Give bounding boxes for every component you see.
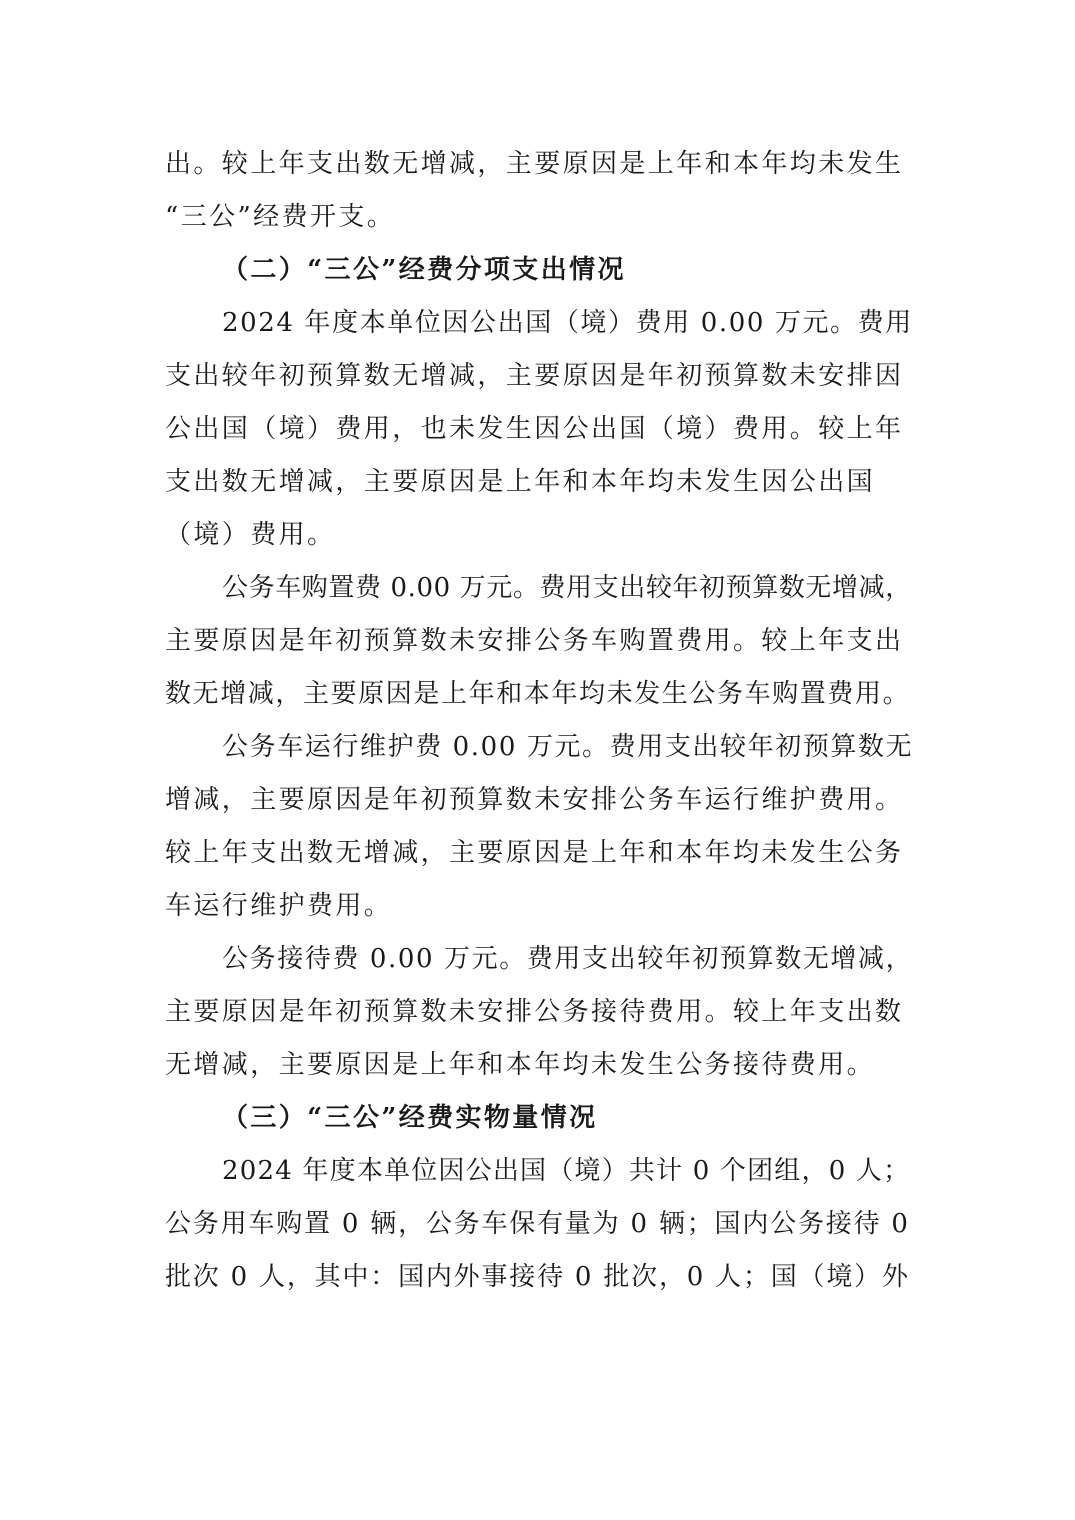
paragraph-start: 公务车运行维护费 0.00 万元。费用支出较年初预算数无 — [222, 732, 914, 762]
text-line: 批次 0 人，其中：国内外事接待 0 批次，0 人；国（境）外 — [165, 1262, 910, 1292]
text-line: 车运行维护费用。 — [165, 891, 393, 921]
text-line: 无增减，主要原因是上年和本年均未发生公务接待费用。 — [165, 1050, 876, 1080]
paragraph-start: 公务接待费 0.00 万元。费用支出较年初预算数无增减， — [222, 944, 914, 974]
text-line: 公出国（境）费用，也未发生因公出国（境）费用。较上年 — [165, 414, 904, 444]
document-body — [165, 138, 915, 1304]
text-line: 主要原因是年初预算数未安排公务车购置费用。较上年支出 — [165, 626, 904, 656]
text-line: “三公”经费开支。 — [165, 202, 396, 232]
paragraph-start: 2024 年度本单位因公出国（境）费用 0.00 万元。费用 — [222, 308, 913, 338]
text-line: 出。较上年支出数无增减，主要原因是上年和本年均未发生 — [165, 149, 904, 179]
paragraph-start: 2024 年度本单位因公出国（境）共计 0 个团组，0 人； — [222, 1156, 911, 1186]
section-heading-3: （三）“三公”经费实物量情况 — [222, 1103, 598, 1133]
text-line: 公务用车购置 0 辆，公务车保有量为 0 辆；国内公务接待 0 — [165, 1209, 910, 1239]
text-line: 数无增减，主要原因是上年和本年均未发生公务车购置费用。 — [165, 679, 911, 709]
text-line: 增减，主要原因是年初预算数未安排公务车运行维护费用。 — [165, 785, 904, 815]
text-line: 支出数无增减，主要原因是上年和本年均未发生因公出国 — [165, 467, 876, 497]
paragraph-start: 公务车购置费 0.00 万元。费用支出较年初预算数无增减， — [222, 573, 912, 603]
text-line: 主要原因是年初预算数未安排公务接待费用。较上年支出数 — [165, 997, 904, 1027]
text-line: 支出较年初预算数无增减，主要原因是年初预算数未安排因 — [165, 361, 904, 391]
section-heading-2: （二）“三公”经费分项支出情况 — [222, 255, 626, 285]
text-line: （境）费用。 — [165, 520, 336, 550]
text-line: 较上年支出数无增减，主要原因是上年和本年均未发生公务 — [165, 838, 904, 868]
